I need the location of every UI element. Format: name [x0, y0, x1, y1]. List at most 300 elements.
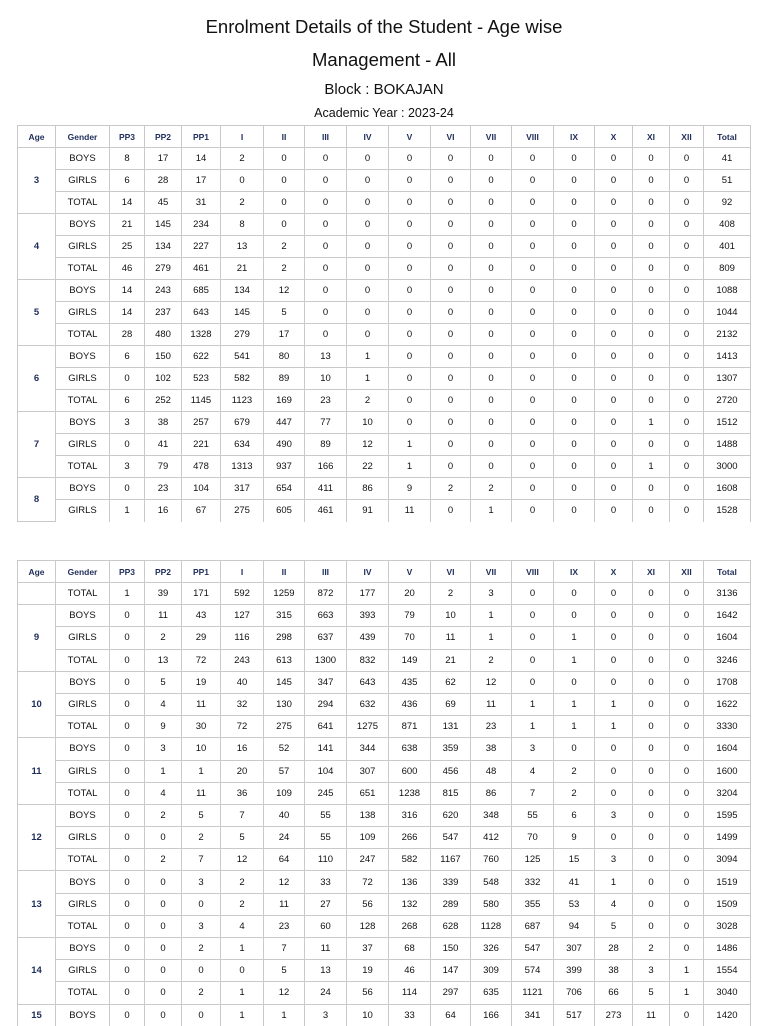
- value-cell: 11: [145, 605, 182, 627]
- value-cell: 25: [110, 236, 145, 258]
- value-cell: 0: [512, 148, 554, 170]
- value-cell: 21: [110, 214, 145, 236]
- gender-cell: BOYS: [56, 938, 110, 960]
- total-cell: 1554: [704, 960, 751, 982]
- enrolment-table-page-2: [17, 560, 751, 1026]
- value-cell: 0: [595, 258, 633, 280]
- value-cell: 0: [512, 236, 554, 258]
- table-row: [18, 170, 751, 192]
- value-cell: 0: [389, 324, 431, 346]
- age-cell: 9: [18, 605, 56, 672]
- value-cell: 66: [595, 982, 633, 1004]
- value-cell: 0: [389, 192, 431, 214]
- value-cell: 227: [182, 236, 221, 258]
- value-cell: 279: [145, 258, 182, 280]
- value-cell: 316: [389, 804, 431, 826]
- value-cell: 1123: [221, 390, 264, 412]
- value-cell: 0: [347, 302, 389, 324]
- value-cell: 0: [633, 280, 670, 302]
- gender-cell: TOTAL: [56, 390, 110, 412]
- value-cell: 0: [431, 434, 471, 456]
- column-header: XII: [670, 561, 704, 583]
- value-cell: 0: [633, 716, 670, 738]
- value-cell: 620: [431, 804, 471, 826]
- value-cell: 1: [595, 693, 633, 715]
- value-cell: 109: [347, 827, 389, 849]
- value-cell: 0: [670, 605, 704, 627]
- total-cell: 51: [704, 170, 751, 192]
- value-cell: 0: [471, 346, 512, 368]
- table-row: [18, 627, 751, 649]
- value-cell: 114: [389, 982, 431, 1004]
- value-cell: 21: [431, 649, 471, 671]
- value-cell: 2: [554, 782, 595, 804]
- value-cell: 3: [110, 412, 145, 434]
- value-cell: 0: [512, 500, 554, 522]
- value-cell: 0: [670, 627, 704, 649]
- value-cell: 0: [595, 302, 633, 324]
- value-cell: 582: [221, 368, 264, 390]
- value-cell: 33: [389, 1004, 431, 1026]
- value-cell: 0: [110, 716, 145, 738]
- value-cell: 14: [110, 280, 145, 302]
- value-cell: 1: [221, 982, 264, 1004]
- value-cell: 0: [670, 938, 704, 960]
- value-cell: 0: [595, 346, 633, 368]
- table-row: [18, 412, 751, 434]
- value-cell: 166: [471, 1004, 512, 1026]
- value-cell: 1: [347, 368, 389, 390]
- value-cell: 0: [145, 893, 182, 915]
- value-cell: 294: [305, 693, 347, 715]
- total-cell: 1413: [704, 346, 751, 368]
- value-cell: 0: [595, 324, 633, 346]
- gender-cell: BOYS: [56, 280, 110, 302]
- total-cell: 1708: [704, 671, 751, 693]
- column-header: IX: [554, 561, 595, 583]
- value-cell: 150: [431, 938, 471, 960]
- value-cell: 38: [595, 960, 633, 982]
- value-cell: 89: [305, 434, 347, 456]
- table-row: [18, 760, 751, 782]
- value-cell: 461: [305, 500, 347, 522]
- value-cell: 4: [145, 693, 182, 715]
- value-cell: 0: [110, 871, 145, 893]
- value-cell: 247: [347, 849, 389, 871]
- column-header: Gender: [56, 126, 110, 148]
- value-cell: 5: [595, 915, 633, 937]
- column-header: VII: [471, 126, 512, 148]
- value-cell: 275: [221, 500, 264, 522]
- value-cell: 0: [595, 280, 633, 302]
- value-cell: 0: [554, 346, 595, 368]
- value-cell: 169: [264, 390, 305, 412]
- value-cell: 0: [670, 804, 704, 826]
- value-cell: 38: [145, 412, 182, 434]
- value-cell: 1328: [182, 324, 221, 346]
- total-cell: 1622: [704, 693, 751, 715]
- value-cell: 2: [554, 760, 595, 782]
- value-cell: 5: [221, 827, 264, 849]
- value-cell: 138: [347, 804, 389, 826]
- total-cell: 3136: [704, 583, 751, 605]
- value-cell: 2: [431, 478, 471, 500]
- value-cell: 9: [389, 478, 431, 500]
- total-cell: 3000: [704, 456, 751, 478]
- value-cell: 24: [264, 827, 305, 849]
- value-cell: 600: [389, 760, 431, 782]
- value-cell: 46: [389, 960, 431, 982]
- value-cell: 0: [633, 258, 670, 280]
- value-cell: 0: [595, 605, 633, 627]
- value-cell: 0: [512, 368, 554, 390]
- value-cell: 622: [182, 346, 221, 368]
- gender-cell: TOTAL: [56, 456, 110, 478]
- value-cell: 0: [595, 192, 633, 214]
- value-cell: 86: [347, 478, 389, 500]
- value-cell: 0: [633, 782, 670, 804]
- value-cell: 19: [182, 671, 221, 693]
- value-cell: 0: [554, 368, 595, 390]
- value-cell: 871: [389, 716, 431, 738]
- total-cell: 1044: [704, 302, 751, 324]
- value-cell: 134: [145, 236, 182, 258]
- gender-cell: GIRLS: [56, 760, 110, 782]
- value-cell: 0: [431, 456, 471, 478]
- total-cell: 92: [704, 192, 751, 214]
- gender-cell: TOTAL: [56, 849, 110, 871]
- value-cell: 411: [305, 478, 347, 500]
- value-cell: 0: [110, 671, 145, 693]
- value-cell: 7: [264, 938, 305, 960]
- value-cell: 1: [221, 938, 264, 960]
- value-cell: 0: [554, 738, 595, 760]
- value-cell: 104: [182, 478, 221, 500]
- gender-cell: BOYS: [56, 738, 110, 760]
- value-cell: 62: [431, 671, 471, 693]
- value-cell: 234: [182, 214, 221, 236]
- value-cell: 0: [633, 192, 670, 214]
- value-cell: 150: [145, 346, 182, 368]
- value-cell: 3: [182, 915, 221, 937]
- value-cell: 1: [145, 760, 182, 782]
- gender-cell: GIRLS: [56, 368, 110, 390]
- value-cell: 0: [471, 302, 512, 324]
- value-cell: 0: [471, 148, 512, 170]
- value-cell: 435: [389, 671, 431, 693]
- value-cell: 592: [221, 583, 264, 605]
- value-cell: 17: [182, 170, 221, 192]
- value-cell: 0: [633, 605, 670, 627]
- value-cell: 0: [595, 478, 633, 500]
- value-cell: 70: [389, 627, 431, 649]
- value-cell: 5: [182, 804, 221, 826]
- value-cell: 0: [145, 915, 182, 937]
- column-header: PP2: [145, 126, 182, 148]
- value-cell: 17: [264, 324, 305, 346]
- value-cell: 147: [431, 960, 471, 982]
- value-cell: 355: [512, 893, 554, 915]
- value-cell: 243: [145, 280, 182, 302]
- value-cell: 341: [512, 1004, 554, 1026]
- value-cell: 687: [512, 915, 554, 937]
- value-cell: 1259: [264, 583, 305, 605]
- value-cell: 638: [389, 738, 431, 760]
- total-cell: 3040: [704, 982, 751, 1004]
- value-cell: 0: [264, 214, 305, 236]
- value-cell: 0: [145, 871, 182, 893]
- table-row: [18, 302, 751, 324]
- value-cell: 0: [670, 893, 704, 915]
- value-cell: 0: [670, 649, 704, 671]
- value-cell: 20: [389, 583, 431, 605]
- value-cell: 0: [305, 258, 347, 280]
- gender-cell: BOYS: [56, 214, 110, 236]
- column-header: VI: [431, 126, 471, 148]
- value-cell: 0: [670, 500, 704, 522]
- value-cell: 0: [110, 982, 145, 1004]
- value-cell: 0: [670, 412, 704, 434]
- value-cell: 0: [431, 346, 471, 368]
- value-cell: 64: [264, 849, 305, 871]
- column-header: V: [389, 561, 431, 583]
- gender-cell: TOTAL: [56, 982, 110, 1004]
- age-cell: 10: [18, 671, 56, 738]
- value-cell: 48: [471, 760, 512, 782]
- value-cell: 0: [389, 214, 431, 236]
- value-cell: 0: [670, 671, 704, 693]
- value-cell: 0: [431, 390, 471, 412]
- value-cell: 80: [264, 346, 305, 368]
- value-cell: 1313: [221, 456, 264, 478]
- value-cell: 6: [554, 804, 595, 826]
- value-cell: 0: [347, 148, 389, 170]
- gender-cell: GIRLS: [56, 960, 110, 982]
- column-header: II: [264, 561, 305, 583]
- gender-cell: TOTAL: [56, 258, 110, 280]
- value-cell: 37: [347, 938, 389, 960]
- value-cell: 166: [305, 456, 347, 478]
- gender-cell: GIRLS: [56, 500, 110, 522]
- value-cell: 1: [670, 982, 704, 1004]
- value-cell: 53: [554, 893, 595, 915]
- value-cell: 0: [670, 214, 704, 236]
- value-cell: 0: [110, 804, 145, 826]
- value-cell: 2: [145, 627, 182, 649]
- value-cell: 2: [264, 258, 305, 280]
- value-cell: 4: [512, 760, 554, 782]
- value-cell: 0: [512, 627, 554, 649]
- value-cell: 0: [347, 258, 389, 280]
- value-cell: 0: [110, 893, 145, 915]
- gender-cell: BOYS: [56, 1004, 110, 1026]
- value-cell: 0: [670, 915, 704, 937]
- total-cell: 1488: [704, 434, 751, 456]
- age-cell: 4: [18, 214, 56, 280]
- value-cell: 1: [633, 412, 670, 434]
- value-cell: 605: [264, 500, 305, 522]
- value-cell: 0: [633, 500, 670, 522]
- table-row: [18, 915, 751, 937]
- gender-cell: BOYS: [56, 871, 110, 893]
- value-cell: 252: [145, 390, 182, 412]
- value-cell: 0: [110, 649, 145, 671]
- gender-cell: TOTAL: [56, 716, 110, 738]
- value-cell: 0: [389, 280, 431, 302]
- value-cell: 315: [264, 605, 305, 627]
- total-cell: 1642: [704, 605, 751, 627]
- value-cell: 0: [110, 760, 145, 782]
- total-cell: 1088: [704, 280, 751, 302]
- value-cell: 1: [264, 1004, 305, 1026]
- value-cell: 46: [110, 258, 145, 280]
- value-cell: 541: [221, 346, 264, 368]
- value-cell: 0: [221, 960, 264, 982]
- value-cell: 0: [512, 671, 554, 693]
- value-cell: 11: [389, 500, 431, 522]
- value-cell: 297: [431, 982, 471, 1004]
- value-cell: 0: [471, 456, 512, 478]
- value-cell: 0: [389, 346, 431, 368]
- value-cell: 32: [221, 693, 264, 715]
- value-cell: 0: [670, 583, 704, 605]
- gender-cell: GIRLS: [56, 893, 110, 915]
- value-cell: 523: [182, 368, 221, 390]
- value-cell: 0: [512, 258, 554, 280]
- value-cell: 1121: [512, 982, 554, 1004]
- value-cell: 298: [264, 627, 305, 649]
- value-cell: 0: [554, 478, 595, 500]
- value-cell: 0: [512, 583, 554, 605]
- value-cell: 0: [554, 302, 595, 324]
- value-cell: 0: [554, 258, 595, 280]
- value-cell: 7: [512, 782, 554, 804]
- value-cell: 0: [110, 368, 145, 390]
- age-cell: 14: [18, 938, 56, 1005]
- total-cell: 1512: [704, 412, 751, 434]
- value-cell: 10: [431, 605, 471, 627]
- value-cell: 0: [305, 192, 347, 214]
- value-cell: 13: [145, 649, 182, 671]
- value-cell: 0: [554, 671, 595, 693]
- value-cell: 2: [221, 148, 264, 170]
- value-cell: 0: [305, 302, 347, 324]
- table-row: [18, 148, 751, 170]
- value-cell: 6: [110, 170, 145, 192]
- value-cell: 0: [595, 827, 633, 849]
- value-cell: 580: [471, 893, 512, 915]
- value-cell: 0: [633, 915, 670, 937]
- column-header: VIII: [512, 126, 554, 148]
- column-header: PP3: [110, 126, 145, 148]
- column-header: I: [221, 561, 264, 583]
- value-cell: 412: [471, 827, 512, 849]
- value-cell: 0: [512, 214, 554, 236]
- value-cell: 0: [595, 500, 633, 522]
- column-header: PP1: [182, 561, 221, 583]
- value-cell: 125: [512, 849, 554, 871]
- total-cell: 1600: [704, 760, 751, 782]
- value-cell: 10: [305, 368, 347, 390]
- gender-cell: GIRLS: [56, 170, 110, 192]
- value-cell: 13: [305, 346, 347, 368]
- value-cell: 0: [471, 280, 512, 302]
- value-cell: 23: [305, 390, 347, 412]
- value-cell: 3: [471, 583, 512, 605]
- value-cell: 1238: [389, 782, 431, 804]
- value-cell: 0: [347, 280, 389, 302]
- gender-cell: GIRLS: [56, 434, 110, 456]
- column-header: XI: [633, 126, 670, 148]
- value-cell: 41: [145, 434, 182, 456]
- value-cell: 0: [670, 693, 704, 715]
- value-cell: 0: [633, 693, 670, 715]
- value-cell: 0: [512, 346, 554, 368]
- total-cell: 1595: [704, 804, 751, 826]
- total-cell: 1307: [704, 368, 751, 390]
- value-cell: 0: [512, 170, 554, 192]
- value-cell: 279: [221, 324, 264, 346]
- value-cell: 0: [633, 434, 670, 456]
- value-cell: 28: [110, 324, 145, 346]
- value-cell: 21: [221, 258, 264, 280]
- value-cell: 0: [471, 236, 512, 258]
- value-cell: 574: [512, 960, 554, 982]
- value-cell: 0: [431, 500, 471, 522]
- value-cell: 0: [145, 960, 182, 982]
- total-cell: 1519: [704, 871, 751, 893]
- gender-cell: BOYS: [56, 804, 110, 826]
- value-cell: 1: [512, 693, 554, 715]
- value-cell: 0: [471, 434, 512, 456]
- total-cell: 3094: [704, 849, 751, 871]
- value-cell: 0: [633, 148, 670, 170]
- value-cell: 1: [633, 456, 670, 478]
- value-cell: 52: [264, 738, 305, 760]
- table-row: [18, 671, 751, 693]
- value-cell: 0: [670, 280, 704, 302]
- gender-cell: GIRLS: [56, 236, 110, 258]
- value-cell: 0: [670, 478, 704, 500]
- value-cell: 7: [221, 804, 264, 826]
- value-cell: 0: [633, 583, 670, 605]
- value-cell: 55: [512, 804, 554, 826]
- value-cell: 0: [347, 170, 389, 192]
- value-cell: 0: [554, 456, 595, 478]
- value-cell: 268: [389, 915, 431, 937]
- value-cell: 0: [431, 148, 471, 170]
- value-cell: 1: [389, 434, 431, 456]
- total-cell: 3246: [704, 649, 751, 671]
- value-cell: 3: [595, 849, 633, 871]
- value-cell: 1: [389, 456, 431, 478]
- column-header: PP1: [182, 126, 221, 148]
- table-row: [18, 893, 751, 915]
- value-cell: 31: [182, 192, 221, 214]
- value-cell: 0: [670, 324, 704, 346]
- value-cell: 0: [554, 605, 595, 627]
- table-row: [18, 782, 751, 804]
- total-cell: 408: [704, 214, 751, 236]
- value-cell: 0: [305, 280, 347, 302]
- value-cell: 5: [145, 671, 182, 693]
- table-row: [18, 368, 751, 390]
- value-cell: 0: [512, 302, 554, 324]
- value-cell: 0: [670, 716, 704, 738]
- value-cell: 79: [145, 456, 182, 478]
- value-cell: 632: [347, 693, 389, 715]
- table-row: [18, 982, 751, 1004]
